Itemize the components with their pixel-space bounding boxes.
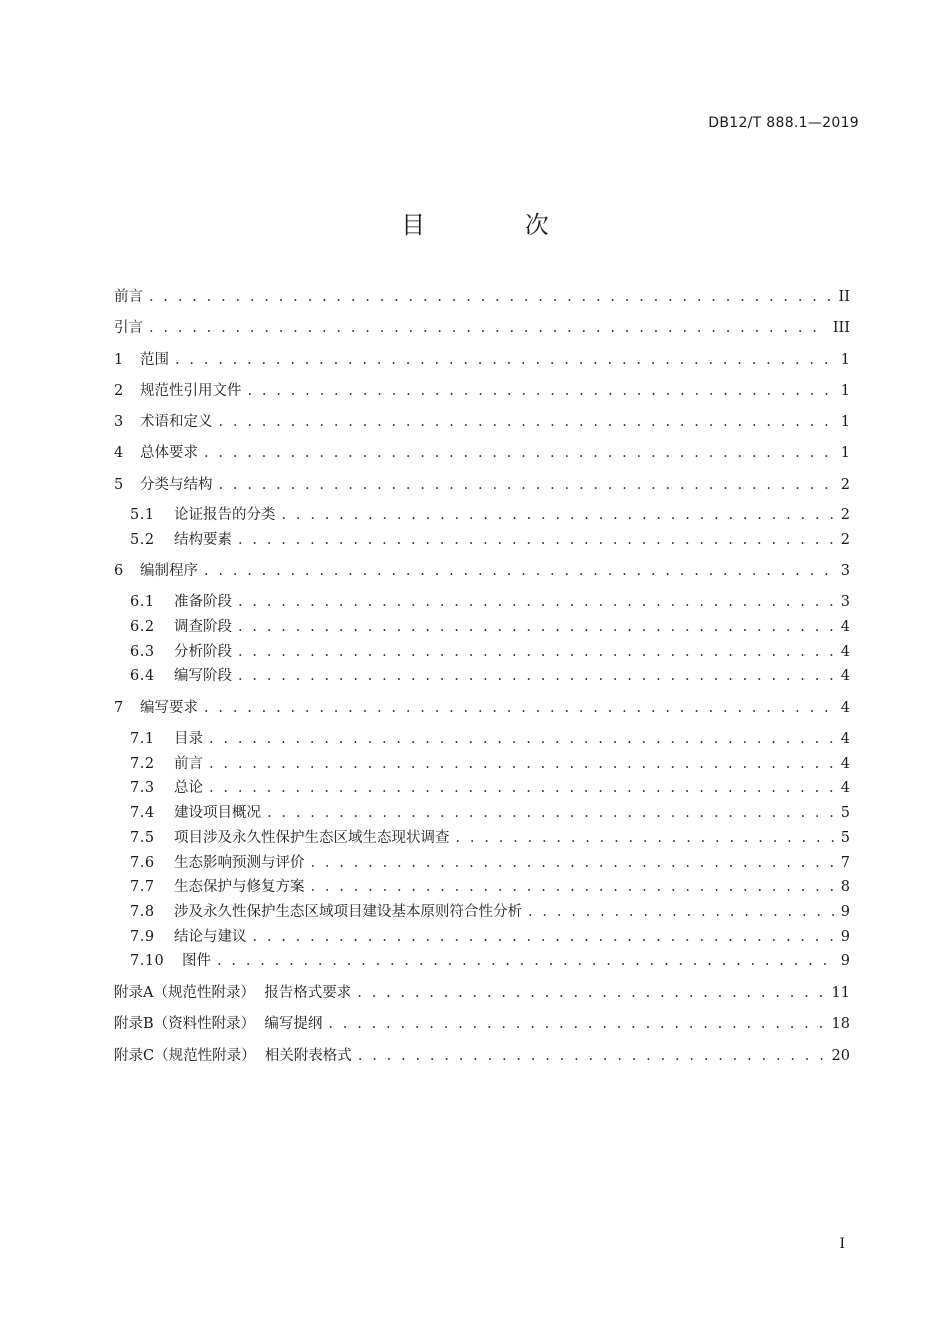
toc-number: 7.1 bbox=[130, 731, 155, 747]
toc-entry-6-2[interactable] bbox=[130, 616, 850, 638]
toc-number: 7.9 bbox=[130, 929, 155, 945]
toc-label: 总体要求 bbox=[140, 445, 198, 461]
toc-page: 2 bbox=[840, 477, 850, 493]
toc-label: 前言 bbox=[174, 756, 203, 772]
toc-page: 4 bbox=[840, 668, 850, 684]
toc-entry-5-2[interactable] bbox=[130, 529, 850, 551]
toc-label: 生态影响预测与评价 bbox=[174, 855, 305, 871]
toc-number: 2 bbox=[114, 383, 124, 399]
page-number: I bbox=[839, 1236, 845, 1252]
toc-entry-5[interactable] bbox=[114, 474, 850, 496]
toc-label: 附录A（规范性附录） 报告格式要求 bbox=[114, 985, 352, 1001]
toc-entry-6[interactable] bbox=[114, 560, 850, 582]
toc-number: 7.3 bbox=[130, 780, 155, 796]
toc-number: 7.10 bbox=[130, 953, 165, 969]
toc-entry-appendix-a[interactable] bbox=[114, 982, 850, 1004]
toc-entry-1[interactable] bbox=[114, 349, 850, 371]
toc-entry-7-4[interactable] bbox=[130, 802, 850, 824]
toc-number: 6.1 bbox=[130, 594, 155, 610]
toc-entry-foreword[interactable] bbox=[114, 286, 850, 308]
toc-page: 1 bbox=[840, 414, 850, 430]
toc-number: 7.4 bbox=[130, 805, 155, 821]
toc-page: 5 bbox=[840, 830, 850, 846]
toc-label: 编写要求 bbox=[140, 700, 198, 716]
toc-page: 2 bbox=[840, 507, 850, 523]
toc-page: 4 bbox=[840, 756, 850, 772]
toc-number: 7.8 bbox=[130, 904, 155, 920]
toc-entry-7-3[interactable] bbox=[130, 777, 850, 799]
toc-leader bbox=[209, 777, 835, 799]
toc-page: II bbox=[838, 289, 850, 305]
toc-label: 范围 bbox=[140, 352, 169, 368]
toc-leader bbox=[209, 753, 835, 775]
toc-label: 分类与结构 bbox=[140, 477, 213, 493]
toc-page: 4 bbox=[840, 700, 850, 716]
toc-page: 9 bbox=[840, 929, 850, 945]
toc-entry-introduction[interactable] bbox=[114, 317, 850, 339]
toc-page: 5 bbox=[840, 805, 850, 821]
toc-label: 分析阶段 bbox=[174, 644, 232, 660]
toc-leader bbox=[456, 827, 835, 849]
toc-label: 引言 bbox=[114, 320, 143, 336]
toc-leader bbox=[253, 926, 835, 948]
toc-entry-2[interactable] bbox=[114, 380, 850, 402]
toc-label: 术语和定义 bbox=[140, 414, 213, 430]
toc-entry-7-9[interactable] bbox=[130, 926, 850, 948]
toc-label: 规范性引用文件 bbox=[140, 383, 242, 399]
toc-entry-5-1[interactable] bbox=[130, 504, 850, 526]
toc-label: 结构要素 bbox=[174, 532, 232, 548]
toc-label: 涉及永久性保护生态区域项目建设基本原则符合性分析 bbox=[174, 904, 522, 920]
toc-leader bbox=[149, 317, 827, 339]
toc-leader bbox=[238, 529, 835, 551]
toc-page: 1 bbox=[840, 383, 850, 399]
toc-entry-3[interactable] bbox=[114, 411, 850, 433]
toc-leader bbox=[175, 349, 835, 371]
toc-leader bbox=[528, 901, 835, 923]
toc-leader bbox=[149, 286, 833, 308]
toc-entry-6-4[interactable] bbox=[130, 665, 850, 687]
toc-label: 编写阶段 bbox=[174, 668, 232, 684]
toc-leader bbox=[267, 802, 835, 824]
toc-number: 7.7 bbox=[130, 879, 155, 895]
toc-entry-7-7[interactable] bbox=[130, 876, 850, 898]
toc-leader bbox=[217, 950, 835, 972]
toc-leader bbox=[238, 665, 835, 687]
toc-number: 7.6 bbox=[130, 855, 155, 871]
toc-page: 1 bbox=[840, 352, 850, 368]
page-title: 目 次 bbox=[401, 211, 595, 239]
toc-leader bbox=[238, 616, 835, 638]
toc-number: 6 bbox=[114, 563, 124, 579]
toc-page: 4 bbox=[840, 780, 850, 796]
toc-label: 论证报告的分类 bbox=[174, 507, 276, 523]
toc-leader bbox=[209, 728, 835, 750]
toc-leader bbox=[282, 504, 835, 526]
toc-number: 5 bbox=[114, 477, 124, 493]
toc-page: 20 bbox=[831, 1048, 850, 1064]
toc-page: 4 bbox=[840, 619, 850, 635]
toc-page: 2 bbox=[840, 532, 850, 548]
toc-label: 附录B（资料性附录） 编写提纲 bbox=[114, 1016, 323, 1032]
toc-page: 7 bbox=[840, 855, 850, 871]
toc-label: 编制程序 bbox=[140, 563, 198, 579]
toc-page: 3 bbox=[840, 594, 850, 610]
toc-entry-4[interactable] bbox=[114, 442, 850, 464]
toc-page: 18 bbox=[831, 1016, 850, 1032]
toc-page: III bbox=[832, 320, 850, 336]
toc-label: 调查阶段 bbox=[174, 619, 232, 635]
toc-leader bbox=[204, 442, 835, 464]
toc-number: 7 bbox=[114, 700, 124, 716]
toc-entry-7[interactable] bbox=[114, 697, 850, 719]
toc-number: 3 bbox=[114, 414, 124, 430]
toc-page: 1 bbox=[840, 445, 850, 461]
toc-entry-7-6[interactable] bbox=[130, 852, 850, 874]
toc-page: 8 bbox=[840, 879, 850, 895]
toc-number: 6.3 bbox=[130, 644, 155, 660]
toc-number: 4 bbox=[114, 445, 124, 461]
toc-label: 生态保护与修复方案 bbox=[174, 879, 305, 895]
toc-entry-6-1[interactable] bbox=[130, 591, 850, 613]
document-code: DB12/T 888.1—2019 bbox=[708, 115, 859, 131]
toc-label: 建设项目概况 bbox=[174, 805, 261, 821]
toc-leader bbox=[311, 876, 835, 898]
toc-label: 项目涉及永久性保护生态区域生态现状调查 bbox=[174, 830, 450, 846]
toc-number: 1 bbox=[114, 352, 124, 368]
toc-entry-appendix-c[interactable] bbox=[114, 1045, 850, 1067]
toc-entry-appendix-b[interactable] bbox=[114, 1013, 850, 1035]
toc-page: 4 bbox=[840, 731, 850, 747]
toc-number: 6.2 bbox=[130, 619, 155, 635]
toc-page: 4 bbox=[840, 644, 850, 660]
toc-entry-7-8[interactable] bbox=[130, 901, 850, 923]
toc-label: 准备阶段 bbox=[174, 594, 232, 610]
toc-leader bbox=[248, 380, 835, 402]
toc-leader bbox=[328, 1013, 825, 1035]
toc-label: 前言 bbox=[114, 289, 143, 305]
toc-entry-7-2[interactable] bbox=[130, 753, 850, 775]
toc-page: 11 bbox=[831, 985, 850, 1001]
toc-page: 9 bbox=[840, 953, 850, 969]
toc-number: 5.2 bbox=[130, 532, 155, 548]
toc-label: 附录C（规范性附录） 相关附表格式 bbox=[114, 1048, 352, 1064]
toc-page: 3 bbox=[840, 563, 850, 579]
toc-leader bbox=[311, 852, 835, 874]
toc-leader bbox=[358, 1045, 826, 1067]
toc-label: 图件 bbox=[182, 953, 211, 969]
toc-leader bbox=[204, 560, 835, 582]
toc-page: 9 bbox=[840, 904, 850, 920]
toc-leader bbox=[238, 641, 835, 663]
toc-label: 目录 bbox=[174, 731, 203, 747]
toc-leader bbox=[238, 591, 835, 613]
toc-number: 7.2 bbox=[130, 756, 155, 772]
toc-number: 6.4 bbox=[130, 668, 155, 684]
toc-label: 总论 bbox=[174, 780, 203, 796]
toc-entry-7-10[interactable] bbox=[130, 950, 850, 972]
toc-entry-7-1[interactable] bbox=[130, 728, 850, 750]
toc-number: 7.5 bbox=[130, 830, 155, 846]
toc-leader bbox=[219, 411, 835, 433]
toc-entry-7-5[interactable] bbox=[130, 827, 850, 849]
toc-leader bbox=[357, 982, 825, 1004]
toc-entry-6-3[interactable] bbox=[130, 641, 850, 663]
toc-number: 5.1 bbox=[130, 507, 155, 523]
toc-leader bbox=[204, 697, 835, 719]
toc-leader bbox=[219, 474, 835, 496]
toc-label: 结论与建议 bbox=[174, 929, 247, 945]
